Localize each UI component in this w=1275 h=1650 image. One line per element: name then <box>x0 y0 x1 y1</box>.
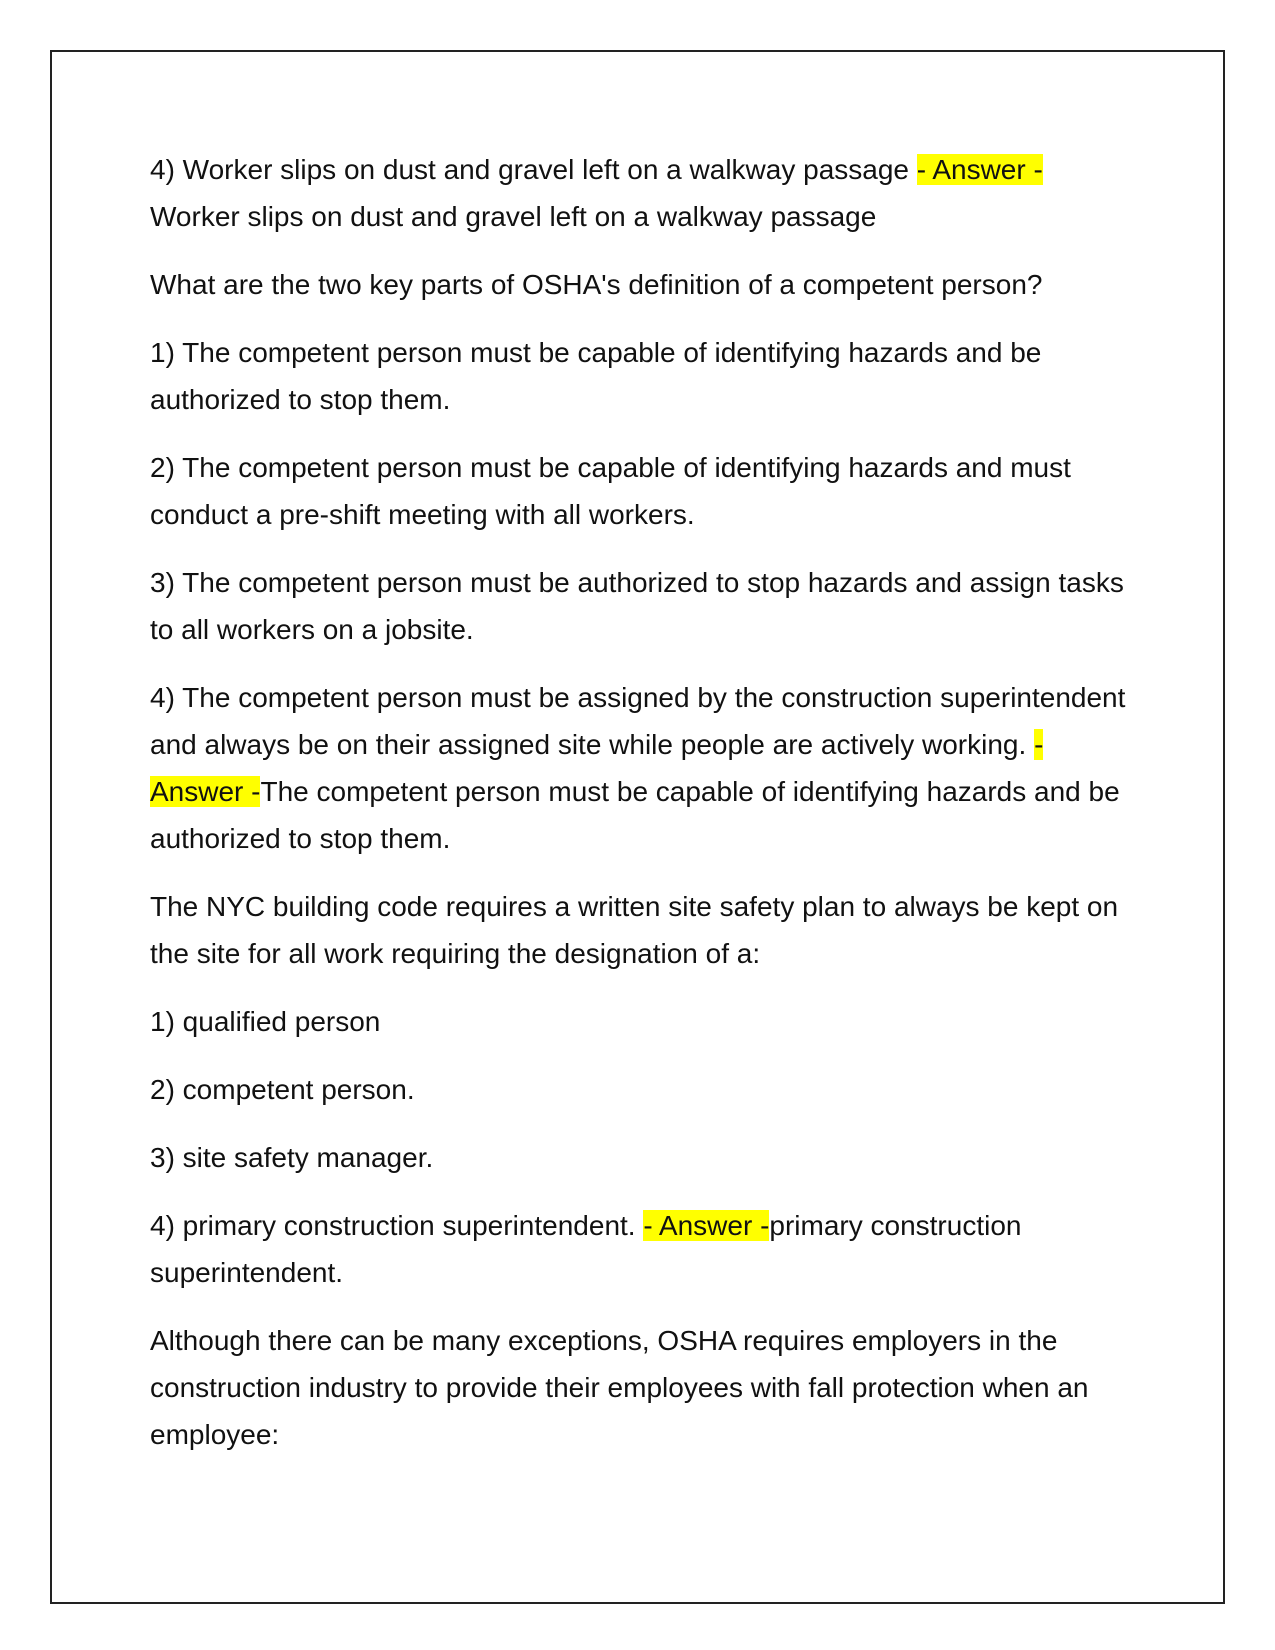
answer-text: The competent person must be capable of identifying hazards and be authorized to stop them. <box>150 776 1120 854</box>
answer-text: primary construction superintendent. <box>150 1210 1022 1288</box>
paragraph-worker-slips <box>150 146 1140 240</box>
option-4-with-answer <box>150 1202 1140 1296</box>
answer-marker-highlight: - Answer - <box>916 154 1043 185</box>
answer-marker-highlight: - Answer - <box>643 1210 770 1241</box>
option-3 <box>150 1134 1140 1181</box>
answer-marker-highlight: - Answer - <box>150 729 1044 807</box>
question-fall-protection <box>150 1317 1140 1458</box>
paragraph-text: 3) site safety manager. <box>150 1142 434 1173</box>
paragraph-text: 4) primary construction superintendent. <box>150 1210 644 1241</box>
paragraph-text: 4) Worker slips on dust and gravel left on a walkway passage <box>150 154 917 185</box>
answer-text: Worker slips on dust and gravel left on a walkway passage <box>150 201 877 232</box>
question-competent-person <box>150 261 1140 308</box>
paragraph-text: 1) qualified person <box>150 1006 381 1037</box>
option-2 <box>150 1066 1140 1113</box>
question-nyc-building-code <box>150 883 1140 977</box>
paragraph-text: 2) The competent person must be capable of identifying hazards and must conduct a pre-shift meeting with all workers. <box>150 452 1071 530</box>
paragraph-text: The NYC building code requires a written site safety plan to always be kept on the site for all work requiring the designation of a: <box>150 891 1119 969</box>
paragraph-text: 4) The competent person must be assigned by the construction superintendent and always be on their assigned site while people are actively working. <box>150 682 1126 760</box>
option-3 <box>150 559 1140 653</box>
option-1 <box>150 329 1140 423</box>
document-body <box>150 146 1140 1479</box>
option-1 <box>150 998 1140 1045</box>
paragraph-text: Although there can be many exceptions, OSHA requires employers in the construction industry to provide their employees with fall protection when an employee: <box>150 1325 1089 1450</box>
option-2 <box>150 444 1140 538</box>
option-4-with-answer <box>150 674 1140 862</box>
paragraph-text: 2) competent person. <box>150 1074 415 1105</box>
paragraph-text: 1) The competent person must be capable of identifying hazards and be authorized to stop them. <box>150 337 1042 415</box>
paragraph-text: 3) The competent person must be authorized to stop hazards and assign tasks to all workers on a jobsite. <box>150 567 1124 645</box>
paragraph-text: What are the two key parts of OSHA's definition of a competent person? <box>150 269 1043 300</box>
